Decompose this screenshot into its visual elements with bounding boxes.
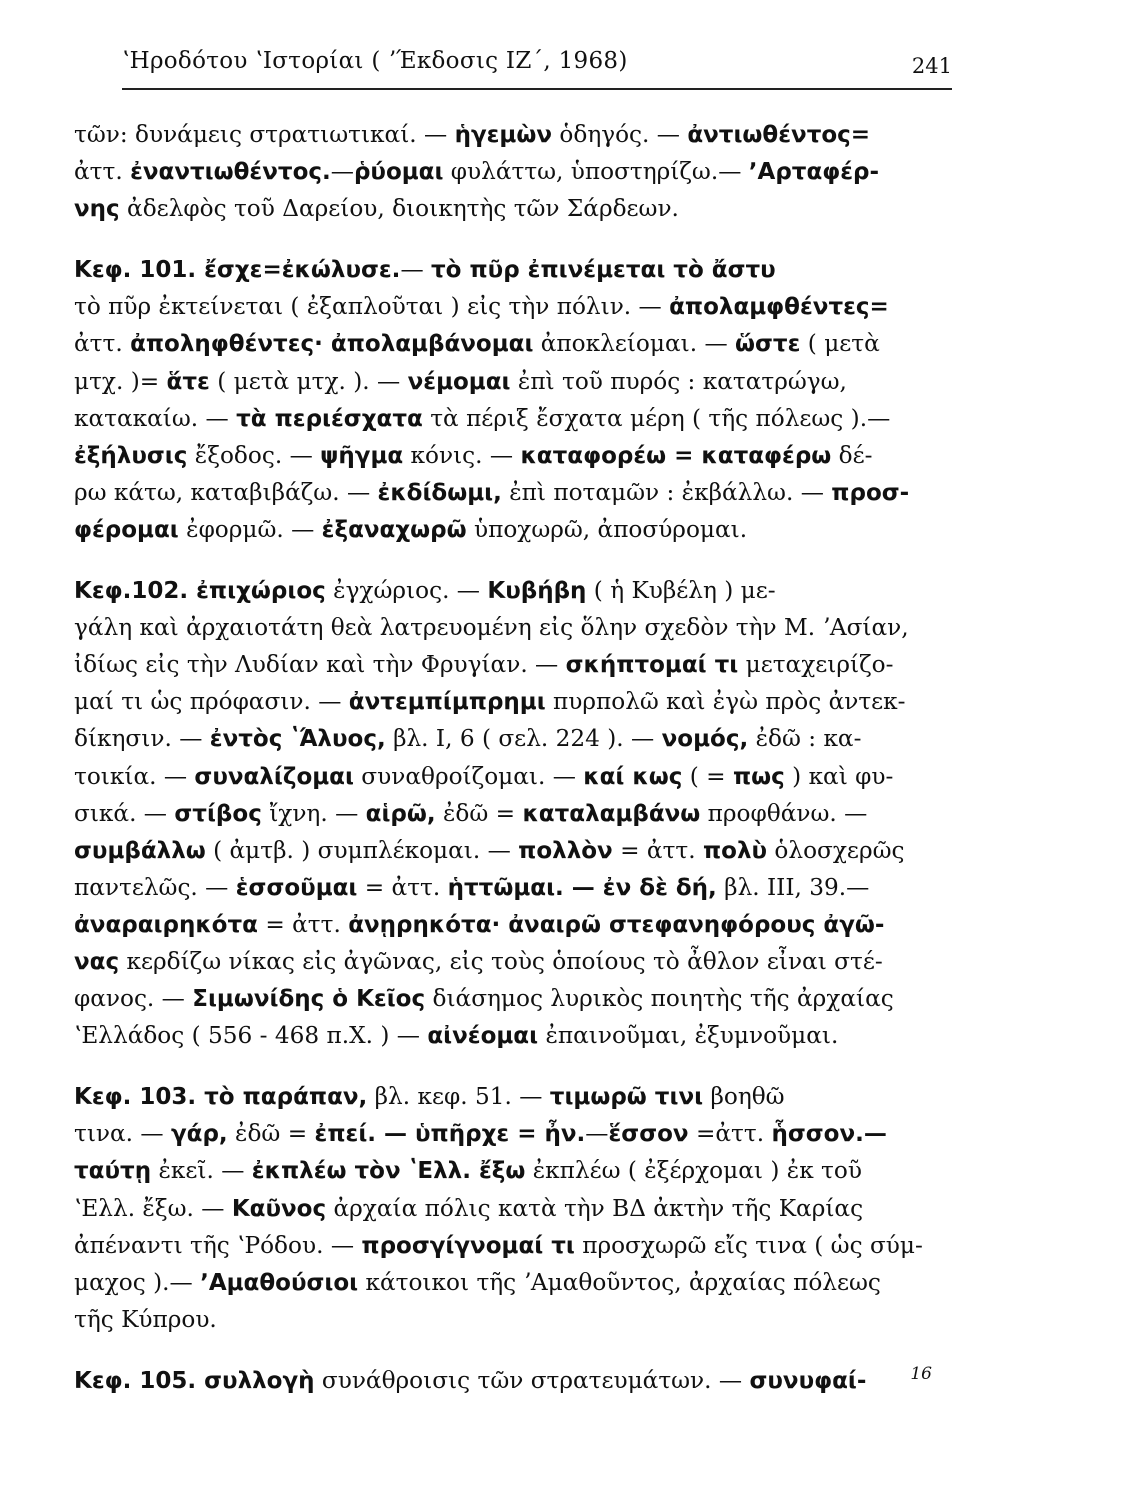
text-line (74, 572, 964, 609)
gloss-text: ρω κάτω, καταβιβάζω. — (74, 478, 378, 506)
lemma-term: ἡγεμὼν (454, 122, 553, 148)
text-line (74, 400, 964, 437)
gloss-text: κερδίζω νίκας εἰς ἀγῶνας, εἰς τοὺς ὁποίους τὸ ἆθλον εἶναι στέ- (119, 947, 883, 975)
gloss-text: δίκησιν. — (74, 725, 210, 753)
gloss-text: = ἀττ. (257, 910, 349, 938)
gloss-text: τοικία. — (74, 762, 195, 790)
gloss-text: δέ- (831, 441, 873, 469)
text-line (74, 190, 964, 227)
lemma-term: ἕσσον (608, 1121, 689, 1148)
lemma-term: ἐναντιωθέντος. (130, 159, 331, 186)
lemma-term: τὸ παράπαν, (204, 1084, 368, 1111)
gloss-text: ἴχνη. — (261, 799, 366, 827)
gloss-text: βοηθῶ (703, 1083, 785, 1111)
gloss-text: μτχ. )= (74, 367, 167, 395)
gloss-text: πυρπολῶ καὶ ἐγὼ πρὸς ἀντεκ- (545, 688, 906, 716)
lemma-term: Κεφ. 103. (74, 1084, 205, 1111)
lemma-term: νομός, (661, 726, 749, 753)
text-line (74, 1190, 964, 1227)
text-line (74, 683, 964, 720)
gloss-text: μαχος ).— (74, 1268, 201, 1296)
gloss-text: προφθάνω. — (700, 799, 868, 827)
lemma-term: πολλὸν (518, 837, 613, 864)
lemma-term: ʼΑμαθούσιοι (200, 1269, 359, 1296)
gloss-text: ἀδελφὸς τοῦ Δαρείου, διοικητὴς τῶν Σάρδεων. (119, 195, 679, 223)
lemma-term: τὸ πῦρ ἐπινέμεται τὸ ἄστυ (431, 257, 776, 284)
text-line (74, 906, 964, 943)
gloss-text: =ἀττ. (688, 1120, 772, 1148)
lemma-term: ἀπολαμφθέντες= (669, 294, 889, 321)
gloss-text: ( ἡ Κυβέλη ) με- (586, 577, 776, 605)
signature-mark: 16 (910, 1364, 932, 1384)
lemma-term: συναλίζομαι (194, 763, 354, 790)
gloss-text: ἐφορμῶ. — (178, 515, 322, 543)
lemma-term: ἀναραιρηκότα (74, 911, 258, 938)
text-line (74, 720, 964, 757)
lemma-term: συμβάλλω (74, 837, 206, 864)
gloss-text: βλ. ΙΙΙ, 39.— (716, 873, 870, 901)
lemma-term: νέμομαι (407, 368, 511, 395)
gloss-text: βλ. κεφ. 51. — (367, 1083, 550, 1111)
gloss-text: ʽΕλλ. ἔξω. — (74, 1194, 232, 1222)
lemma-term: Καῦνος (231, 1195, 327, 1222)
text-line (74, 832, 964, 869)
paragraph (74, 1078, 964, 1338)
gloss-text: μεταχειρίζο- (738, 651, 894, 679)
text-line (74, 1362, 964, 1399)
lemma-term: νας (74, 948, 120, 975)
gloss-text: ἀπέναντι τῆς ʽΡόδου. — (74, 1231, 362, 1259)
gloss-text: γάλη καὶ ἀρχαιοτάτη θεὰ λατρευομένη εἰς ὅλην σχεδὸν τὴν Μ. ʼΑσίαν, (74, 614, 909, 642)
lemma-term: πως (732, 763, 785, 790)
gloss-text: διάσημος λυρικὸς ποιητὴς τῆς ἀρχαίας (425, 985, 894, 1013)
gloss-text: τὸ πῦρ ἐκτείνεται ( ἐξαπλοῦται ) εἰς τὴν πόλιν. — (74, 293, 670, 321)
lemma-term: γάρ, (170, 1121, 228, 1148)
lemma-term: ἐξήλυσις (74, 442, 188, 469)
lemma-term: Σιμωνίδης ὁ Κεῖος (192, 986, 426, 1013)
gloss-text: ( ἀμτβ. ) συμπλέκομαι. — (205, 836, 519, 864)
gloss-text: ὁδηγός. — (552, 121, 688, 148)
lemma-term: καταλαμβάνω (522, 800, 701, 827)
lemma-term: συνυφαί- (749, 1367, 867, 1394)
text-line (74, 795, 964, 832)
lemma-term: στίβος (174, 800, 262, 827)
lemma-term: φέρομαι (74, 516, 179, 543)
lemma-term: ʼΑρταφέρ- (748, 159, 880, 186)
paragraph-gap (74, 1054, 964, 1078)
gloss-text: ἀρχαία πόλις κατὰ τὴν ΒΔ ἀκτὴν τῆς Καρίας (326, 1194, 864, 1222)
lemma-term: ἅτε (166, 368, 210, 395)
gloss-text: τῆς Κύπρου. (74, 1305, 217, 1333)
text-line (74, 980, 964, 1017)
gloss-text: ἀττ. (74, 330, 131, 358)
gloss-text: τὰ πέριξ ἔσχατα μέρη ( τῆς πόλεως ).— (422, 404, 891, 432)
text-line (74, 1301, 964, 1338)
gloss-text: φυλάττω, ὑποστηρίζω.— (443, 158, 749, 186)
gloss-text: ἐκπλέω ( ἐξέρχομαι ) ἐκ τοῦ (525, 1157, 862, 1185)
text-line (74, 1078, 964, 1115)
gloss-text: ὁλοσχερῶς (767, 836, 905, 864)
text-line (74, 609, 964, 646)
text-line (74, 1115, 964, 1152)
lemma-term: Κυβήβη (487, 578, 587, 605)
lemma-term: Κεφ. 105. (74, 1367, 205, 1394)
lemma-term: νης (74, 196, 120, 223)
text-line (74, 363, 964, 400)
gloss-text: ʽΕλλάδος ( 556 - 468 π.Χ. ) — (74, 1022, 428, 1050)
paragraph (74, 1362, 964, 1399)
lemma-term: ἀντιωθέντος= (687, 122, 871, 148)
gloss-text: τῶν: δυνάμεις στρατιωτικαί. — (74, 121, 455, 148)
gloss-text: ὑποχωρῶ, ἀποσύρομαι. (466, 515, 748, 543)
lemma-term: τὰ περιέσχατα (236, 405, 423, 432)
text-line (74, 437, 964, 474)
gloss-text: κόνις. — (403, 441, 521, 469)
page-body (74, 116, 964, 1399)
lemma-term: ἔσχε=ἐκώλυσε. (204, 257, 401, 284)
header-title: ʽΗροδότου ʽΙστορίαι ( ʼΈκδοσις ΙΖ΄, 1968) (122, 48, 628, 74)
gloss-text: = ἀττ. (357, 873, 448, 901)
text-line (74, 153, 964, 190)
lemma-term: ἡττῶμαι. — ἐν δὲ δή, (447, 874, 717, 901)
lemma-term: σκήπτομαί τι (565, 652, 739, 679)
lemma-term: Κεφ.102. (74, 578, 197, 605)
paragraph (74, 572, 964, 1054)
lemma-term: πολὺ (702, 837, 768, 864)
paragraph (74, 251, 964, 548)
gloss-text: ( μετὰ μτχ. ). — (209, 367, 408, 395)
gloss-text: τινα. — (74, 1120, 171, 1148)
text-line (74, 869, 964, 906)
paragraph-gap (74, 1338, 964, 1362)
gloss-text: κατακαίω. — (74, 404, 237, 432)
lemma-term: ἐκδίδωμι, (377, 479, 502, 506)
gloss-text: προσχωρῶ εἴς τινα ( ὡς σύμ- (574, 1231, 923, 1259)
gloss-text: ἐγχώριος. — (325, 577, 488, 605)
text-line (74, 251, 964, 288)
gloss-text: ἐπαινοῦμαι, ἐξυμνοῦμαι. (538, 1022, 839, 1050)
gloss-text: ( μετὰ (800, 330, 880, 358)
gloss-text: κάτοικοι τῆς ʼΑμαθοῦντος, ἀρχαίας πόλεως (358, 1268, 881, 1296)
gloss-text: συνάθροισις τῶν στρατευμάτων. — (314, 1366, 750, 1394)
gloss-text: φανος. — (74, 985, 193, 1013)
page-number: 241 (911, 54, 952, 78)
lemma-term: καταφορέω = καταφέρω (520, 442, 832, 469)
lemma-term: Κεφ. 101. (74, 257, 205, 284)
lemma-term: ἐκπλέω τὸν ʽΕλλ. ἔξω (251, 1158, 526, 1185)
lemma-term: ἐξαναχωρῶ (321, 516, 467, 543)
lemma-term: ἧσσον.— (771, 1121, 887, 1148)
gloss-text: βλ. Ι, 6 ( σελ. 224 ). — (385, 725, 662, 753)
lemma-term: τιμωρῶ τινι (549, 1084, 704, 1111)
text-line (74, 758, 964, 795)
gloss-text: ἀττ. (74, 158, 131, 186)
lemma-term: καί κως (583, 763, 683, 790)
lemma-term: αἱρῶ, (365, 800, 436, 827)
gloss-text: — (330, 158, 354, 186)
text-line (74, 1152, 964, 1189)
text-line (74, 325, 964, 362)
paragraph-gap (74, 227, 964, 251)
gloss-text: μαί τι ὡς πρόφασιν. — (74, 688, 349, 716)
paragraph-gap (74, 548, 964, 572)
gloss-text: — (400, 256, 431, 284)
text-line (74, 288, 964, 325)
lemma-term: αἰνέομαι (427, 1023, 539, 1050)
text-line (74, 943, 964, 980)
lemma-term: ψῆγμα (320, 442, 404, 469)
gloss-text: ἐδῶ = (435, 799, 523, 827)
running-header (122, 40, 952, 90)
lemma-term: ὥστε (735, 331, 801, 358)
lemma-term: προσγίγνομαί τι (361, 1232, 575, 1259)
gloss-text: — (585, 1120, 609, 1148)
gloss-text: ( = (682, 762, 733, 790)
text-line (74, 646, 964, 683)
gloss-text: ἐπὶ τοῦ πυρός : κατατρώγω, (510, 367, 847, 395)
gloss-text: ) καὶ φυ- (784, 762, 894, 790)
gloss-text: = ἀττ. (612, 836, 703, 864)
gloss-text: ἐδῶ : κα- (748, 725, 862, 753)
text-line (74, 1227, 964, 1264)
gloss-text: ἐδῶ = (227, 1120, 315, 1148)
lemma-term: ἐπεί. — ὑπῆρχε = ἦν. (314, 1121, 586, 1148)
lemma-term: ἀποληφθέντες· ἀπολαμβάνομαι (130, 331, 534, 358)
text-line (74, 511, 964, 548)
gloss-text: παντελῶς. — (74, 873, 236, 901)
lemma-term: συλλογὴ (204, 1367, 315, 1394)
gloss-text: συναθροίζομαι. — (353, 762, 584, 790)
text-line (74, 116, 964, 153)
gloss-text: ἀποκλείομαι. — (533, 330, 736, 358)
lemma-term: προσ- (831, 479, 910, 506)
paragraph (74, 116, 964, 227)
lemma-term: ταύτῃ (74, 1158, 152, 1185)
lemma-term: ῥύομαι (353, 159, 444, 186)
gloss-text: ἐπὶ ποταμῶν : ἐκβάλλω. — (501, 478, 832, 506)
text-line (74, 474, 964, 511)
gloss-text: σικά. — (74, 799, 175, 827)
gloss-text: ἐκεῖ. — (151, 1157, 252, 1185)
text-line (74, 1017, 964, 1054)
gloss-text: ἰδίως εἰς τὴν Λυδίαν καὶ τὴν Φρυγίαν. — (74, 651, 566, 679)
lemma-term: ἐπιχώριος (196, 578, 326, 605)
lemma-term: ἀνῃρηκότα· ἀναιρῶ στεφανηφόρους ἀγῶ- (348, 911, 885, 938)
lemma-term: ἐντὸς ʽΆλυος, (209, 726, 386, 753)
gloss-text: ἔξοδος. — (187, 441, 321, 469)
lemma-term: ἀντεμπίμπρημι (348, 689, 546, 716)
text-line (74, 1264, 964, 1301)
lemma-term: ἑσσοῦμαι (235, 874, 358, 901)
